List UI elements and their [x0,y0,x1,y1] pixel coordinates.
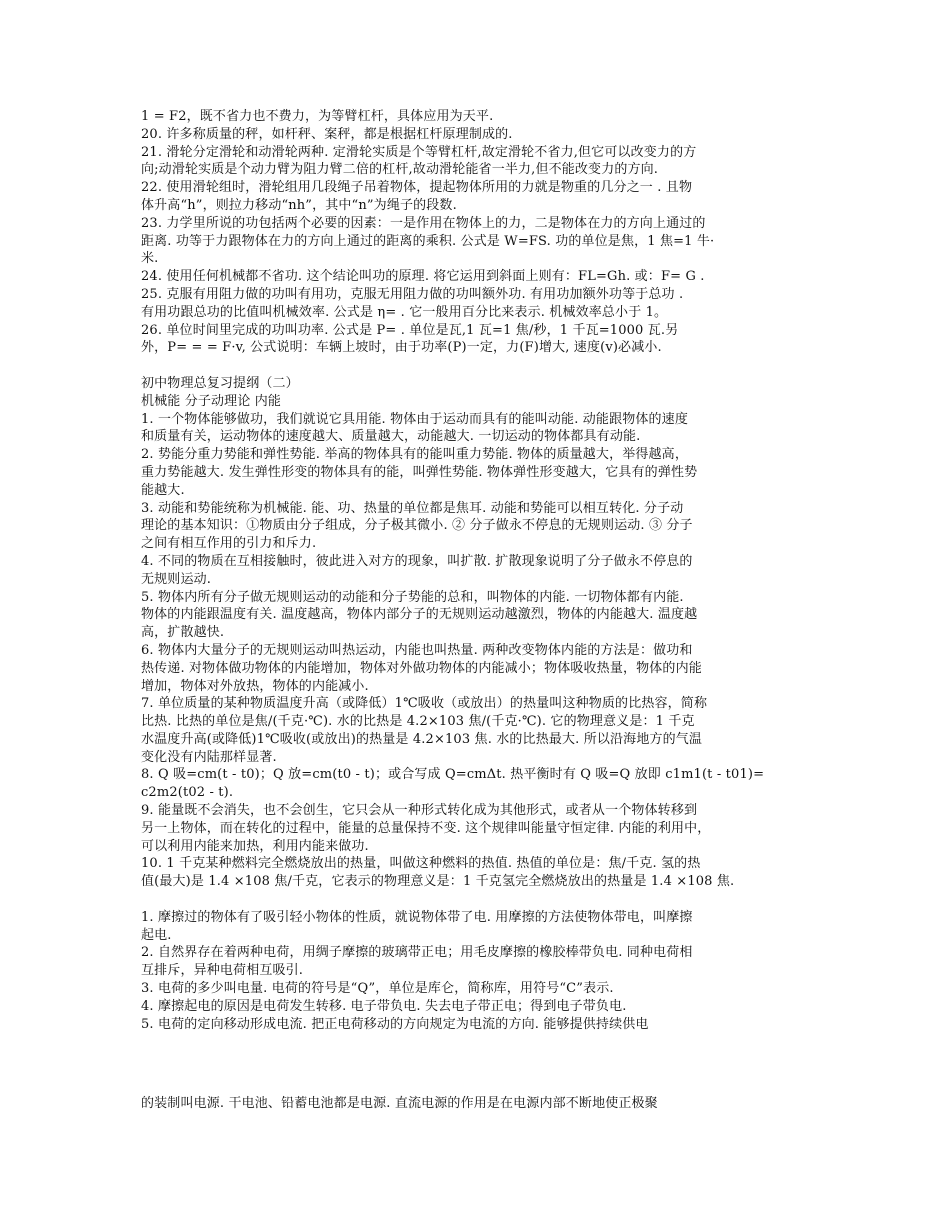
text-line: 1. 一个物体能够做功，我们就说它具用能. 物体由于运动而具有的能叫动能. 动能跟物体的速度 [141,411,688,427]
document-body [141,108,821,1033]
text-line-last: 的装制叫电源. 干电池、铅蓄电池都是电源. 直流电源的作用是在电源内部不断地使正极聚 [141,1096,658,1111]
text-line: 2. 势能分重力势能和弹性势能. 举高的物体具有的能叫重力势能. 物体的质量越大，举得越高， [141,447,688,463]
text-line: 3. 动能和势能统称为机械能. 能、功、热量的单位都是焦耳. 动能和势能可以相互转化. 分子动 [141,500,684,516]
text-line: 4. 不同的物质在互相接触时，彼此进入对方的现象，叫扩散. 扩散现象说明了分子做永不停息的 [141,553,693,569]
text-line: 20. 许多称质量的秤，如杆秤、案秤，都是根据杠杆原理制成的. [141,126,513,142]
text-line: 变化没有内陆那样显著. [141,749,277,765]
text-line: 26. 单位时间里完成的功叫功率. 公式是 P= . 单位是瓦,1 瓦=1 焦/秒，1 千瓦=1000 瓦.另 [141,322,679,338]
text-line: 之间有相互作用的引力和斥力. [141,536,317,552]
text-line: 值(最大)是 1.4 ×108 焦/千克，它表示的物理意义是：1 千克氢完全燃烧放出的热量是 1.4 ×108 焦. [141,874,735,890]
text-line: 水温度升高(或降低)1℃吸收(或放出)的热量是 4.2×103 焦. 水的比热最大. 所以沿海地方的气温 [141,731,703,747]
blank-line [141,891,821,909]
text-line: 起电. [141,927,172,943]
text-line: 4. 摩擦起电的原因是电荷发生转移. 电子带负电. 失去电子带正电；得到电子带负电. [141,998,627,1014]
text-line: 21. 滑轮分定滑轮和动滑轮两种. 定滑轮实质是个等臂杠杆,故定滑轮不省力,但它可以改变力的方 [141,144,697,160]
text-line: 理论的基本知识：①物质由分子组成，分子极其微小. ② 分子做永不停息的无规则运动. ③ 分子 [141,518,693,534]
text-line: 比热. 比热的单位是焦/(千克·℃). 水的比热是 4.2×103 焦/(千克·℃). 它的物理意义是：1 千克 [141,714,695,730]
blank-line [141,357,821,375]
text-line: c2m2(t02 - t). [141,785,234,801]
text-line: 向;动滑轮实质是个动力臂为阻力臂二倍的杠杆,故动滑轮能省一半力,但不能改变力的方向. [141,162,659,178]
text-line: 7. 单位质量的某种物质温度升高（或降低）1℃吸收（或放出）的热量叫这种物质的比热容，简称 [141,696,708,712]
text-line: 体升高“h”，则拉力移动“nh”，其中“n”为绳子的段数. [141,197,457,213]
text-line: 23. 力学里所说的功包括两个必要的因素：一是作用在物体上的力，二是物体在力的方向上通过的 [141,215,706,231]
text-line: 物体的内能跟温度有关. 温度越高，物体内部分子的无规则运动越激烈，物体的内能越大. 温度越 [141,607,698,623]
section-subtitle: 机械能 分子动理论 内能 [141,393,282,409]
text-line: 米. [141,251,159,267]
text-line: 2. 自然界存在着两种电荷，用绸子摩擦的玻璃带正电；用毛皮摩擦的橡胶棒带负电. 同种电荷相 [141,945,693,961]
text-line: 25. 克服有用阻力做的功叫有用功，克服无用阻力做的功叫额外功. 有用功加额外功等于总功 . [141,286,684,302]
text-line: 5. 物体内所有分子做无规则运动的动能和分子势能的总和，叫物体的内能. 一切物体都有内能. [141,589,684,605]
text-line: 10. 1 千克某种燃料完全燃烧放出的热量，叫做这种燃料的热值. 热值的单位是：焦/千克. 氢的热 [141,856,701,872]
text-line: 增加，物体对外放热，物体的内能减小. [141,678,369,694]
text-line: 互排斥，异种电荷相互吸引. [141,963,304,979]
text-line: 有用功跟总功的比值叫机械效率. 公式是 η= . 它一般用百分比来表示. 机械效率总小于 1。 [141,304,668,320]
text-line: 1 = F2，既不省力也不费力，为等臂杠杆，具体应用为天平. [141,109,494,124]
section-title: 初中物理总复习提纲（二） [141,375,299,391]
text-line: 可以利用内能来加热，利用内能来做功. [141,838,369,854]
text-line: 9. 能量既不会消失，也不会创生，它只会从一种形式转化成为其他形式，或者从一个物体转移到 [141,803,698,819]
text-line: 外，P= = = F·v, 公式说明：车辆上坡时，由于功率(P)一定，力(F)增大, 速度(v)必减小. [141,340,662,356]
text-line: 22. 使用滑轮组时，滑轮组用几段绳子吊着物体，提起物体所用的力就是物重的几分之一 . 且物 [141,180,693,196]
text-line: 能越大. [141,482,185,498]
text-line: 8. Q 吸=cm(t - t0)；Q 放=cm(t0 - t)；或合写成 Q=cmΔt. 热平衡时有 Q 吸=Q 放即 c1m1(t - t01)= [141,767,765,783]
text-line: 3. 电荷的多少叫电量. 电荷的符号是“Q”，单位是库仑，简称库，用符号“C”表示. [141,981,614,997]
text-line: 6. 物体内大量分子的无规则运动叫热运动，内能也叫热量. 两种改变物体内能的方法是：做功和 [141,642,693,658]
text-line: 24. 使用任何机械都不省功. 这个结论叫功的原理. 将它运用到斜面上则有：FL=Gh. 或：F= G . [141,269,705,285]
text-line: 距离. 功等于力跟物体在力的方向上通过的距离的乘积. 公式是 W=FS. 功的单位是焦，1 焦=1 牛· [141,233,715,249]
text-line: 5. 电荷的定向移动形成电流. 把正电荷移动的方向规定为电流的方向. 能够提供持续供电 [141,1016,649,1032]
text-line: 热传递. 对物体做功物体的内能增加，物体对外做功物体的内能减小；物体吸收热量，物体的内能 [141,660,702,676]
text-line: 高，扩散越快. [141,625,225,641]
section-title: 1. 摩擦过的物体有了吸引轻小物体的性质，就说物体带了电. 用摩擦的方法使物体带电，叫摩擦 [141,909,693,925]
text-line: 另一上物体，而在转化的过程中，能量的总量保持不变. 这个规律叫能量守恒定律. 内能的利用中， [141,820,711,836]
text-line: 无规则运动. [141,571,212,587]
text-line: 和质量有关，运动物体的速度越大、质量越大，动能越大. 一切运动的物体都具有动能. [141,429,641,445]
text-line: 重力势能越大. 发生弹性形变的物体具有的能，叫弹性势能. 物体弹性形变越大，它具有的弹性势 [141,464,698,480]
